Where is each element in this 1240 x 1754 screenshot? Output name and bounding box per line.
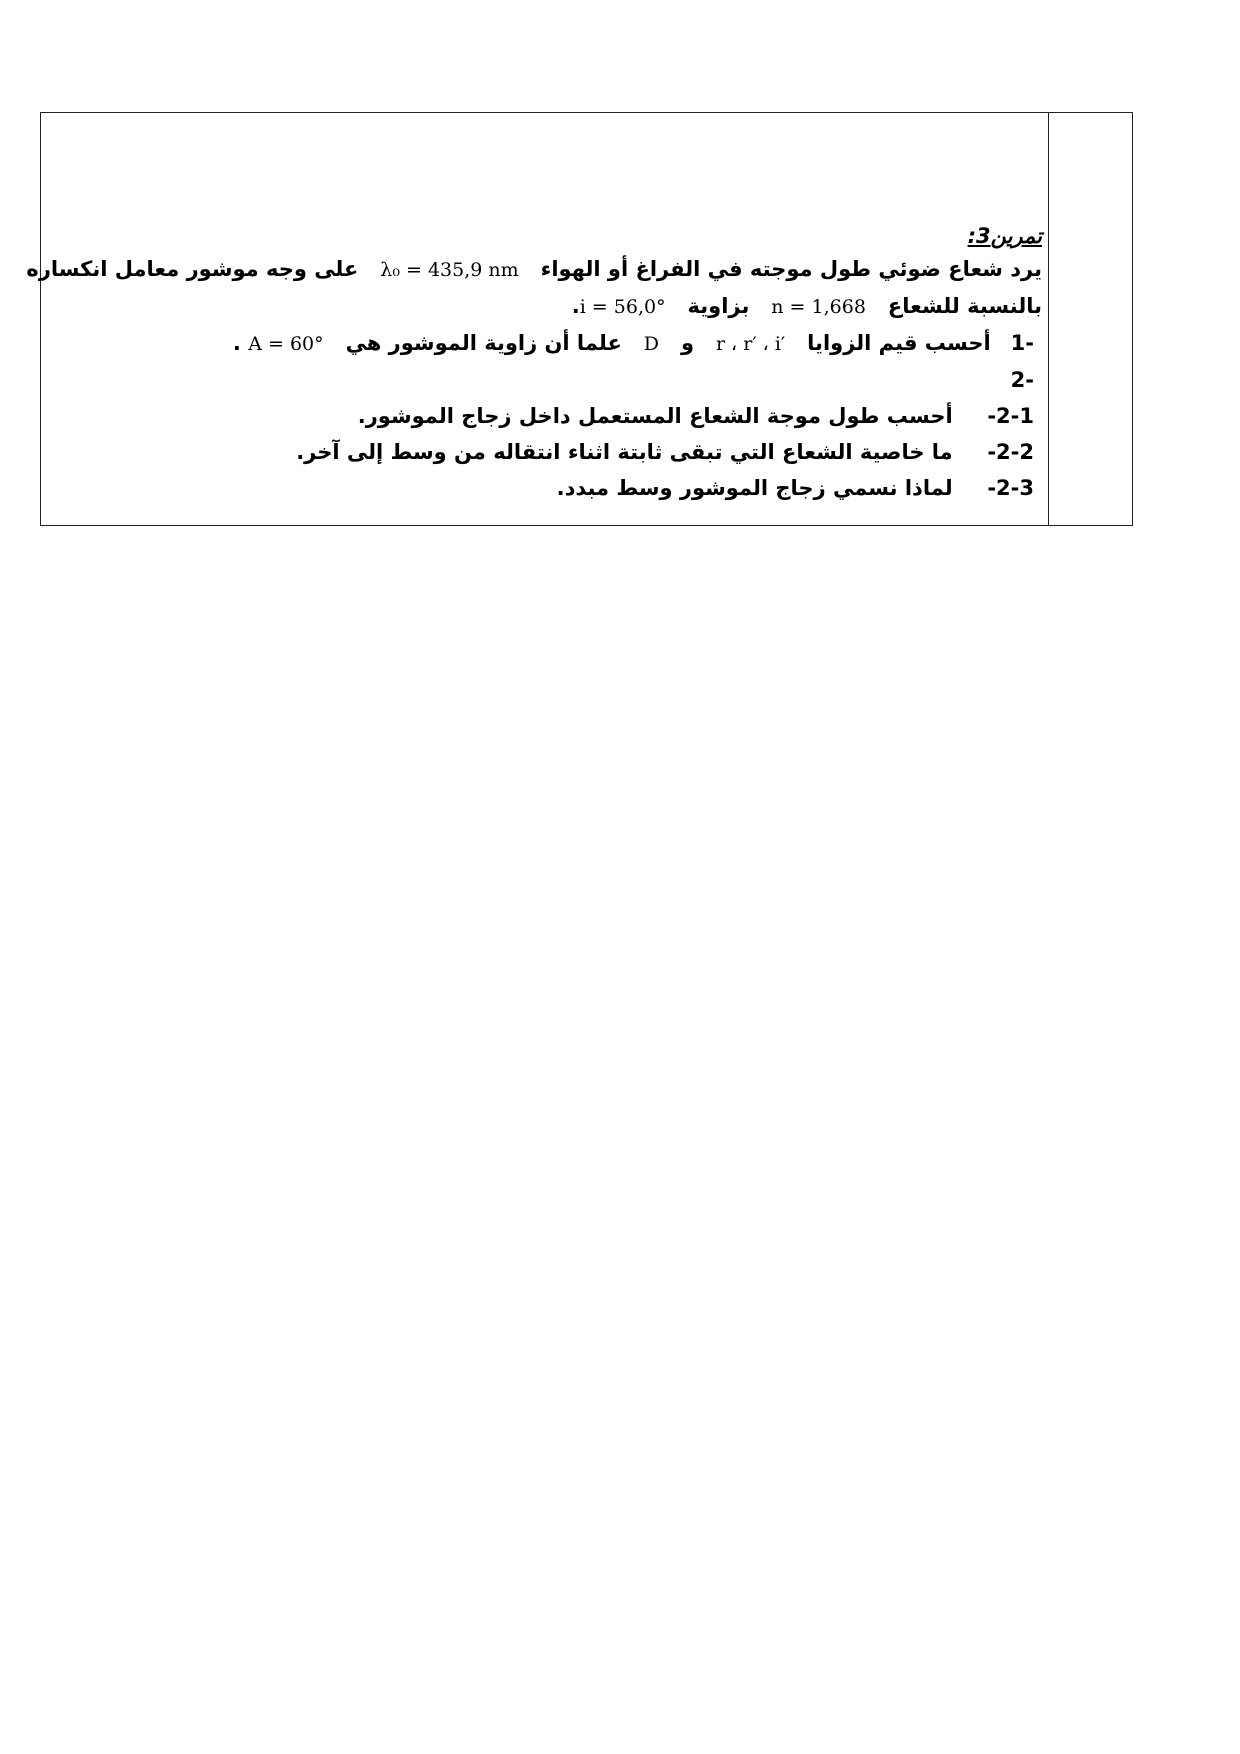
intro-text-2a: بالنسبة للشعاع	[887, 294, 1042, 318]
and-word: و	[680, 331, 694, 355]
question-2-3-number: 2-3-	[987, 476, 1034, 500]
intro-text-1a: يرد شعاع ضوئي طول موجته في الفراغ أو الهواء	[540, 257, 1042, 281]
incidence-angle-formula: i = 56,0°	[579, 296, 666, 318]
intro-text-1b: على وجه موشور معامل انكساره	[26, 257, 359, 281]
question-2	[97, 362, 1042, 398]
apex-angle-formula: A = 60°	[248, 333, 324, 355]
question-2-2-number: 2-2-	[987, 440, 1034, 464]
question-2-3	[97, 470, 1042, 506]
intro-line-1	[26, 251, 1042, 288]
question-1-text-a: أحسب قيم الزوايا	[807, 331, 991, 355]
question-2-2-text: ما خاصية الشعاع التي تبقى ثابتة اثناء انتقاله من وسط إلى آخر.	[296, 440, 953, 464]
intro-period: .	[571, 294, 580, 318]
question-1-end: .	[232, 331, 241, 355]
index-formula: n = 1,668	[771, 296, 866, 318]
question-2-number: -2	[1010, 368, 1034, 392]
question-2-3-text: لماذا نسمي زجاج الموشور وسط مبدد.	[556, 476, 953, 500]
question-2-1	[97, 398, 1042, 434]
exercise-title: تمرين3:	[967, 224, 1042, 248]
intro-line-2	[97, 288, 1042, 325]
grade-column	[1048, 113, 1132, 525]
intro-text-2b: بزاوية	[687, 294, 750, 318]
question-1-text-b: علما أن زاوية الموشور هي	[345, 331, 622, 355]
question-2-2	[97, 434, 1042, 470]
question-2-1-number: 2-1-	[987, 404, 1034, 428]
exercise-table	[26, 112, 1133, 526]
angles-list: r ، r′ ، i′	[715, 333, 786, 355]
question-1	[97, 325, 1042, 362]
deviation-symbol: D	[643, 333, 659, 355]
exercise-content	[26, 221, 1042, 506]
question-1-number: -1	[1010, 331, 1034, 355]
wavelength-formula: λ₀ = 435,9 nm	[380, 259, 519, 281]
question-2-1-text: أحسب طول موجة الشعاع المستعمل داخل زجاج الموشور.	[357, 404, 953, 428]
